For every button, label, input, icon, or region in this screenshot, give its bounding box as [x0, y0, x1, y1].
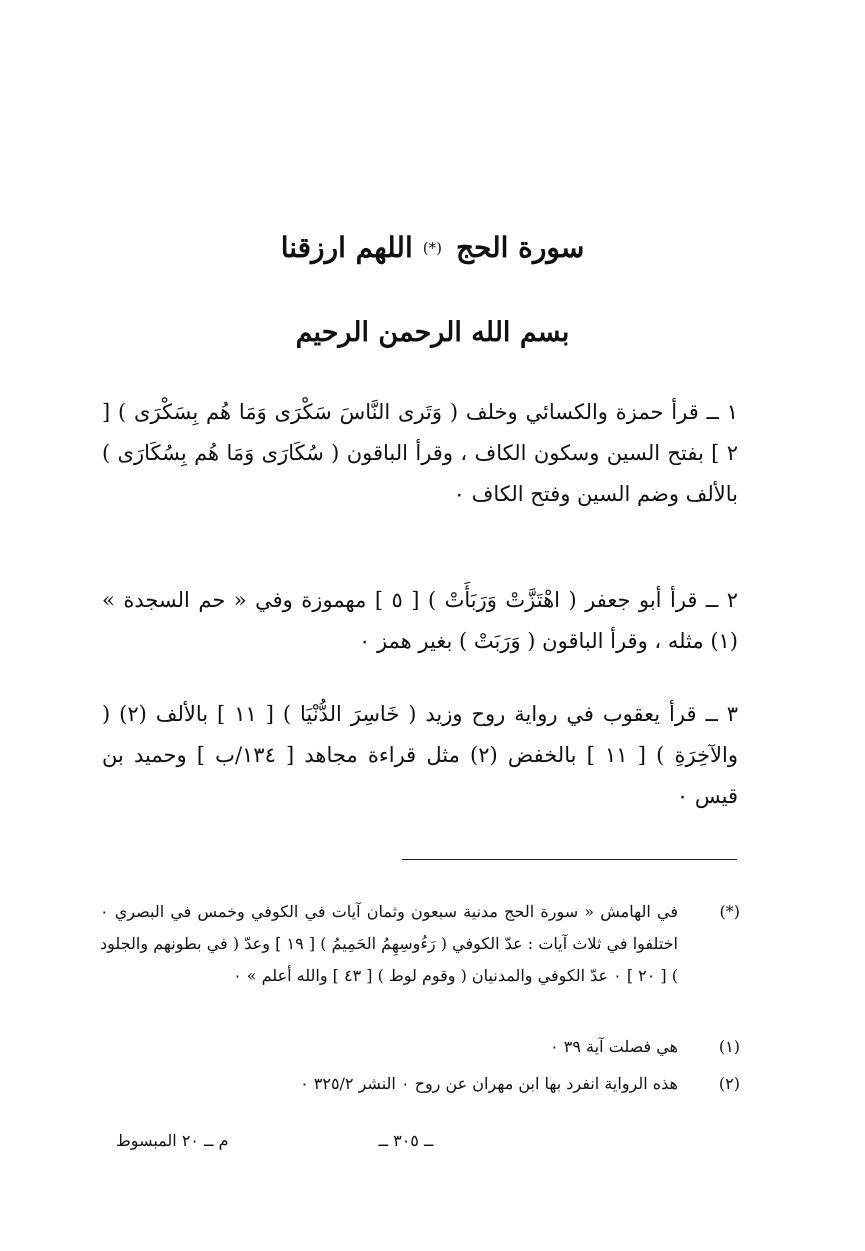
sura-title: سورة الحج: [455, 231, 585, 264]
footnote-text: هي فصلت آية ٣٩ ٠: [550, 1037, 678, 1056]
footnote-2: [100, 1068, 740, 1100]
paragraph-1: ١ ــ قرأ حمزة والكسائي وخلف ( وَتَرى النَّاسَ سَكْرَى وَمَا هُم بِسَكْرَى ) [ ٢ ] بفتح السين وسكون الكاف ، وقرأ الباقون ( سُكَارَى وَمَا هُم بِسُكَارَى ) بالألف وضم السين وفتح الكاف ٠: [102, 400, 738, 506]
footnote-marker: (*): [719, 902, 740, 921]
footnote-marker: (٢): [718, 1074, 740, 1093]
paragraph-2: ٢ ــ قرأ أبو جعفر ( اهْتَزَّتْ وَرَبَأَتْ ) [ ٥ ] مهموزة وفي « حم السجدة » (١) مثله ، وقرأ الباقون ( وَرَبَتْ ) بغير همز ٠: [102, 588, 738, 653]
page-footer: [116, 1125, 741, 1157]
printer-signature: م ــ ٢٠ المبسوط: [116, 1131, 229, 1150]
footnote-marker: (١): [718, 1037, 740, 1056]
paragraph-3: ٣ ــ قرأ يعقوب في رواية روح وزيد ( خَاسِرَ الدُّنْيَا ) [ ١١ ] بالألف (٢) ( والآخِرَةِ ) [ ١١ ] بالخفض (٢) مثل قراءة مجاهد [ ١٣٤/ب ] وحميد بن قيس ٠: [102, 702, 738, 808]
footnote-divider: [402, 859, 737, 860]
footnote-star: [100, 896, 740, 992]
footnote-text: هذه الرواية انفرد بها ابن مهران عن روح ٠ النشر ٣٢٥/٢ ٠: [300, 1074, 678, 1093]
footnote-1: [100, 1031, 740, 1063]
footnote-text: في الهامش « سورة الحج مدنية سبعون وثمان آيات في الكوفي وخمس في البصري ٠ اختلفوا في ثلاث آيات : عدّ الكوفي ( رَءُوسِهِمُ الحَمِيمُ ) [ ١٩ ] وعدّ ( في بطونهم والجلود ) [ ٢٠ ] ٠ عدّ الكوفي والمدنيان ( وقوم لوط ) [ ٤٣ ] والله أعلم » ٠: [100, 902, 678, 985]
basmala: بسم الله الرحمن الرحيم: [295, 317, 570, 348]
invocation: اللهم ارزقنا: [280, 231, 413, 264]
sura-title-line: [0, 228, 865, 268]
page-number: ــ ٣٠٥ ــ: [378, 1131, 434, 1150]
title-footnote-marker: (*): [422, 239, 442, 257]
